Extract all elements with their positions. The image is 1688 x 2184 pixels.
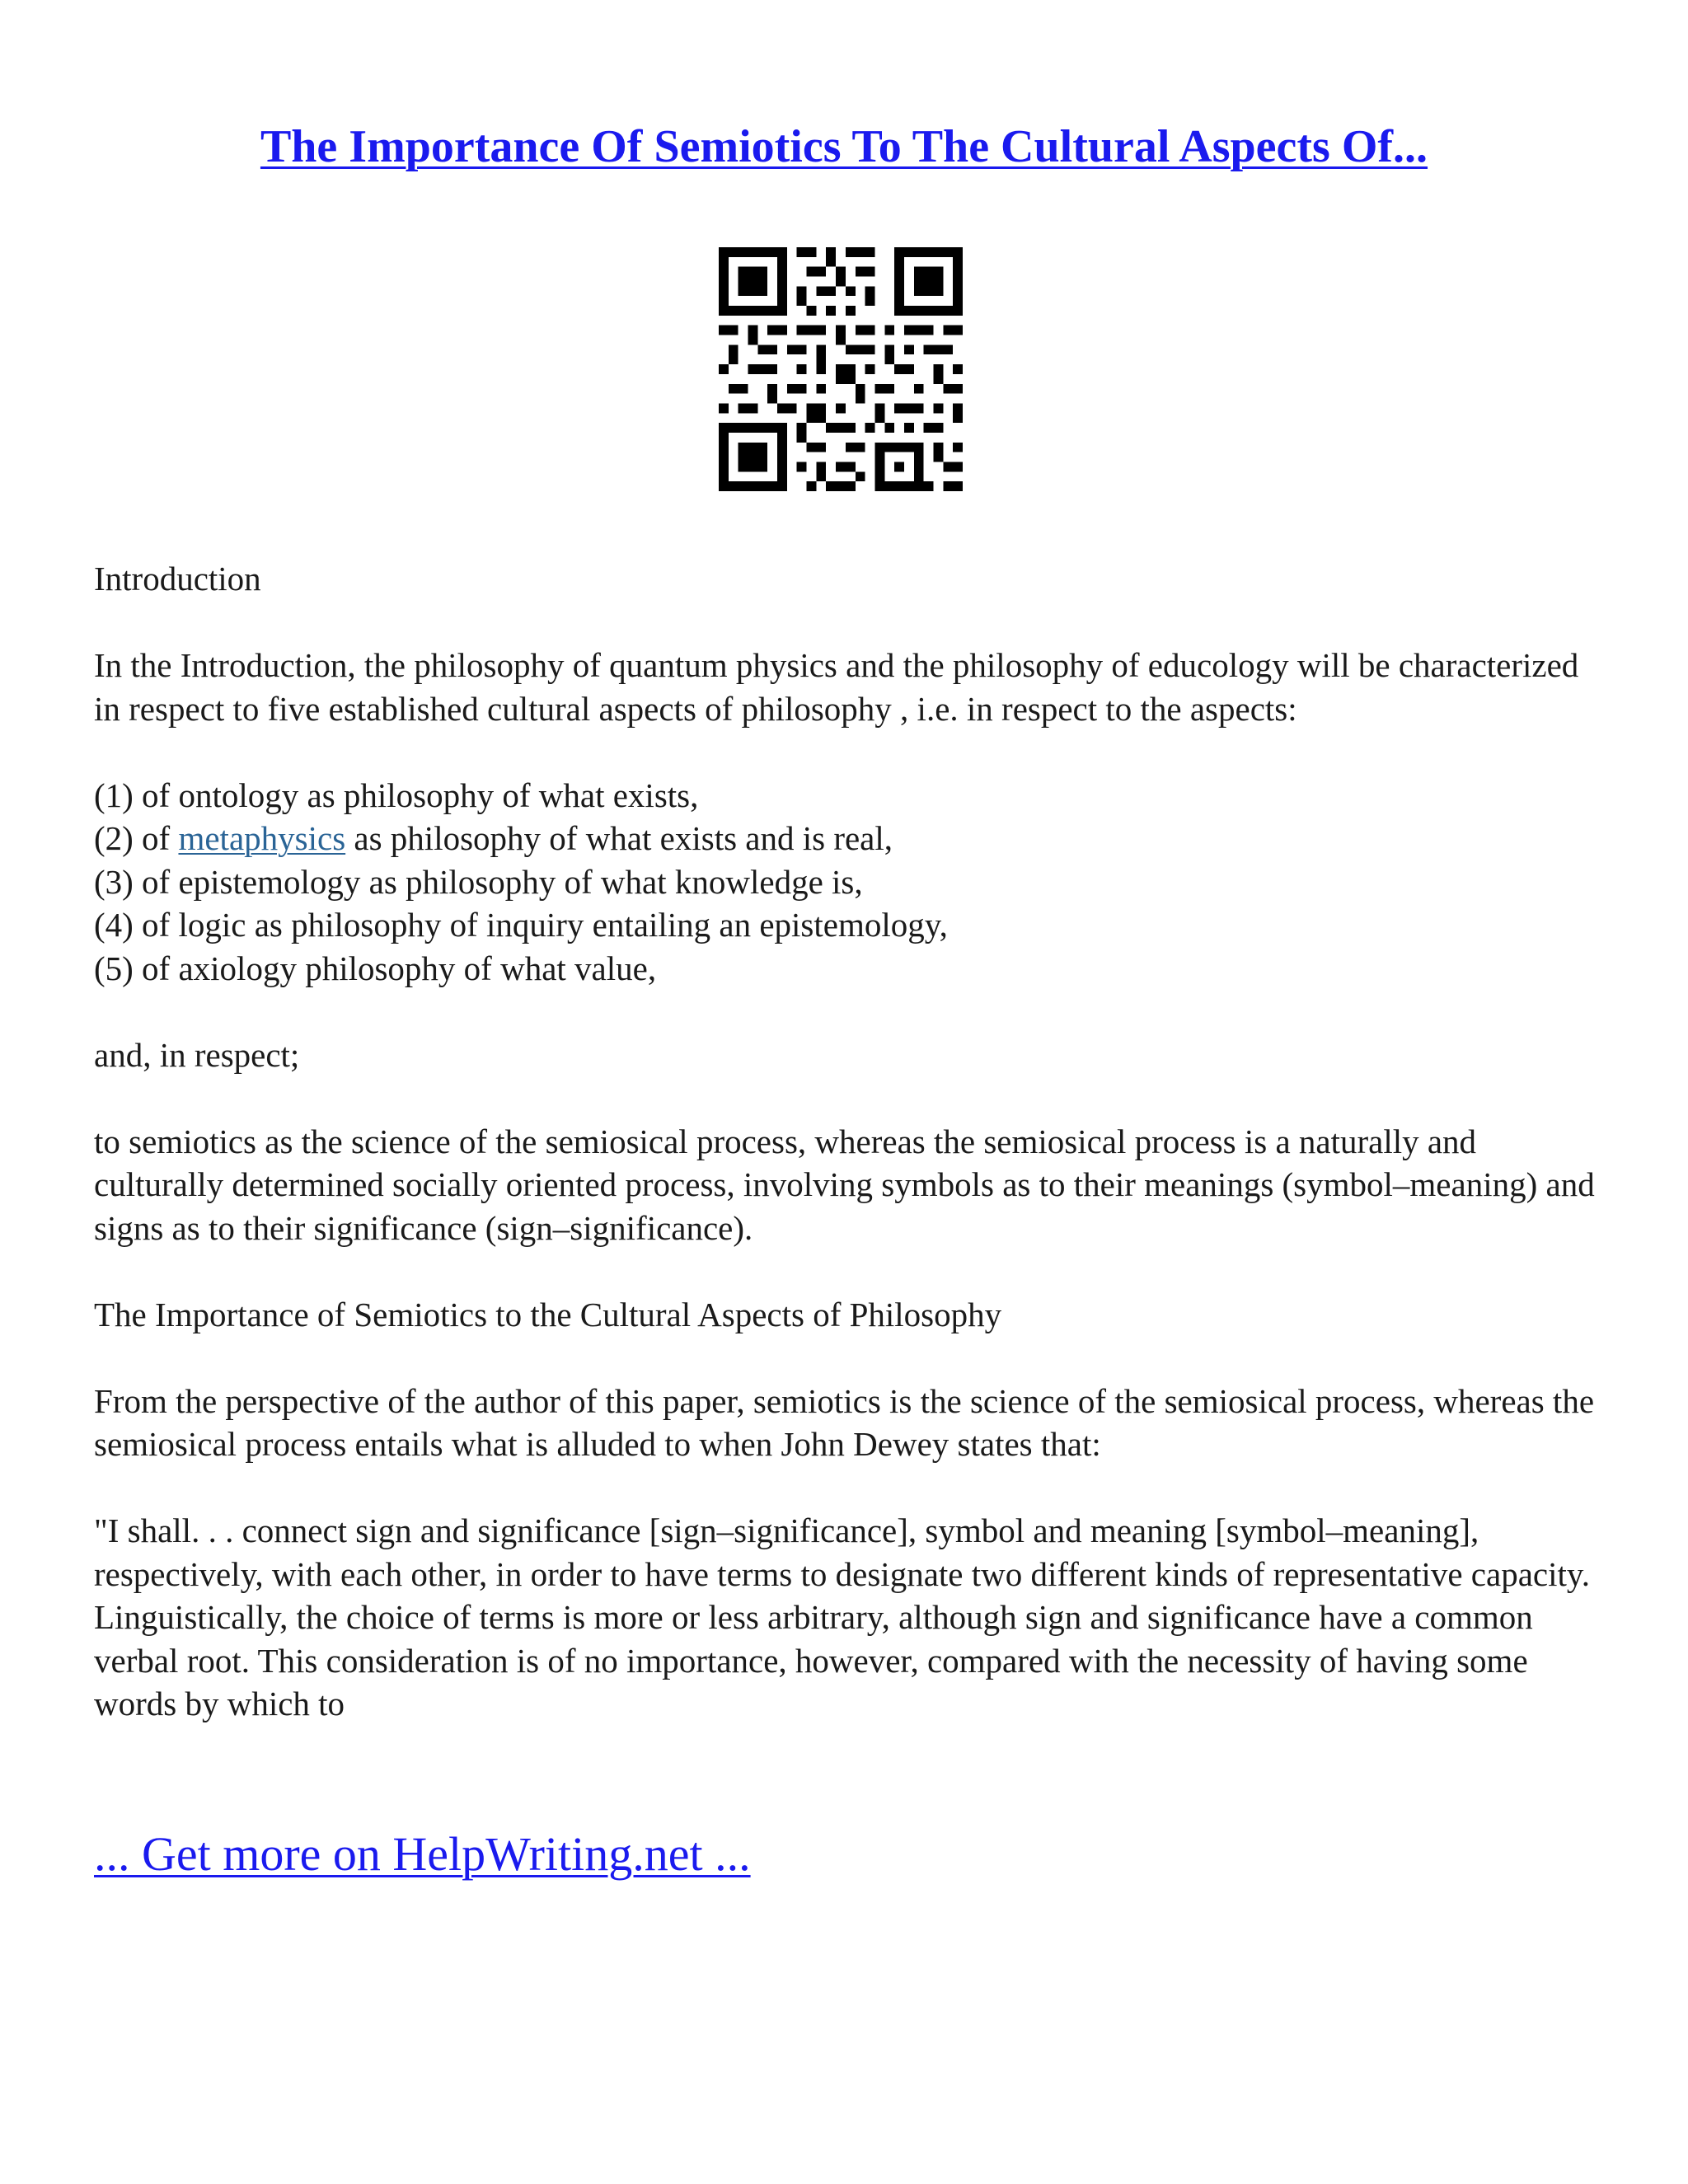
- title-link[interactable]: The Importance Of Semiotics To The Cultural Aspects Of...: [260, 121, 1428, 172]
- list-item: (5) of axiology philosophy of what value,: [94, 949, 657, 987]
- perspective-paragraph: From the perspective of the author of this paper, semiotics is the science of the semiosical process, whereas the semiosical process entails what is alluded to when John Dewey states that:: [94, 1381, 1595, 1463]
- quote-paragraph: "I shall. . . connect sign and significance [sign–significance], symbol and meaning [symbol–meaning], respectively, with each other, in order to have terms to designate two different kinds of representative capacity. Linguistically, the choice of terms is more or less arbitrary, although sign and significance have a common verbal root. This consideration is of no importance, however, compared with the necessity of having some words by which to: [94, 1511, 1590, 1722]
- get-more-link[interactable]: ... Get more on HelpWriting.net ...: [94, 1827, 751, 1881]
- semiotics-paragraph: to semiotics as the science of the semiosical process, whereas the semiosical process is a naturally and culturally determined socially oriented process, involving symbols as to their meanings (symbol–meaning) and signs as to their significance (sign–significance).: [94, 1122, 1595, 1247]
- document-title: [0, 114, 1688, 180]
- intro-heading: Introduction: [94, 560, 261, 598]
- document-body: [94, 557, 1602, 1769]
- list-item: (1) of ontology as philosophy of what exists,: [94, 776, 699, 814]
- metaphysics-link[interactable]: metaphysics: [178, 819, 346, 857]
- intro-paragraph: In the Introduction, the philosophy of quantum physics and the philosophy of educology will be characterized in respect to five established cultural aspects of philosophy , i.e. in respect to the aspects:: [94, 646, 1579, 728]
- and-in-respect-text: and, in respect;: [94, 1035, 300, 1074]
- aspects-list: [94, 774, 1602, 991]
- list-item: (4) of logic as philosophy of inquiry entailing an epistemology,: [94, 906, 948, 944]
- more-link-line: [94, 1821, 751, 1887]
- list-item: (2) of metaphysics as philosophy of what exists and is real,: [94, 819, 893, 857]
- list-item: (3) of epistemology as philosophy of what knowledge is,: [94, 862, 863, 901]
- importance-heading: The Importance of Semiotics to the Cultural Aspects of Philosophy: [94, 1295, 1002, 1333]
- qr-code: [719, 247, 963, 491]
